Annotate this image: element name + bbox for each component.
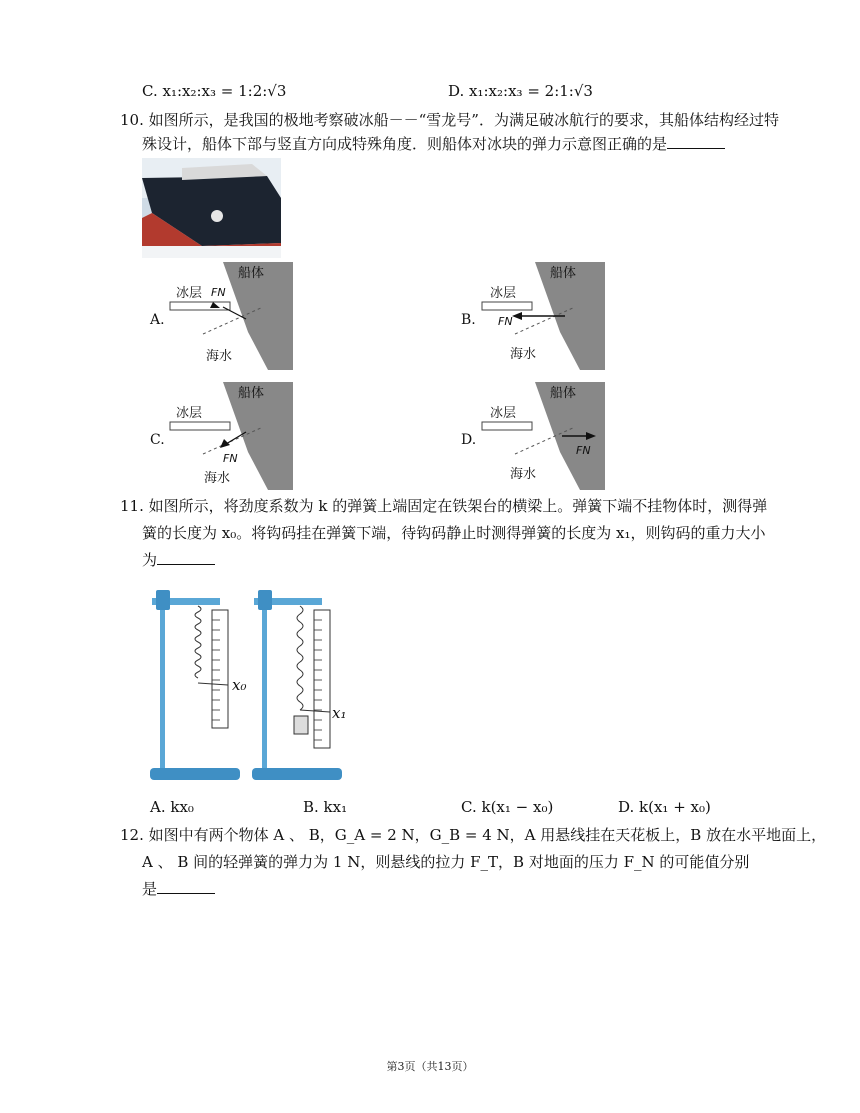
q11-option-c: C. k(x₁ − x₀) (461, 798, 554, 816)
svg-text:海水: 海水 (510, 347, 537, 362)
svg-text:冰层: 冰层 (176, 406, 203, 421)
q11-text-line3: 为 (142, 550, 215, 570)
svg-text:冰层: 冰层 (490, 406, 517, 421)
label-x1: x₁ (332, 704, 347, 722)
svg-text:船体: 船体 (238, 386, 265, 401)
svg-text:FN: FN (576, 444, 591, 457)
q10-option-b-label: B. (461, 312, 476, 328)
svg-text:冰层: 冰层 (176, 286, 203, 301)
q9-option-c: C. x₁:x₂:x₃ = 1:2:√3 (142, 82, 287, 100)
answer-blank (157, 550, 215, 565)
icebreaker-photo (142, 158, 281, 258)
svg-text:FN: FN (223, 452, 238, 465)
q11-text-line1: 11. 如图所示，将劲度系数为 k 的弹簧上端固定在铁架台的横梁上。弹簧下端不挂物体时，测得弹 (120, 497, 768, 515)
spring-stand-x1 (252, 588, 352, 784)
q11-text-line2: 簧的长度为 x₀。将钩码挂在弹簧下端，待钩码静止时测得弹簧的长度为 x₁，则钩码的重力大小 (142, 524, 766, 542)
q10-text-line2: 殊设计，船体下部与竖直方向成特殊角度．则船体对冰块的弹力示意图正确的是 (142, 134, 725, 154)
label-x0: x₀ (232, 676, 247, 694)
svg-text:海水: 海水 (206, 349, 233, 364)
q9-option-d: D. x₁:x₂:x₃ = 2:1:√3 (448, 82, 593, 100)
q12-text-line1: 12. 如图中有两个物体 A 、 B，G_A = 2 N，G_B = 4 N，A 用悬线挂在天花板上，B 放在水平地面上， (120, 826, 827, 844)
q11-option-a: A. kx₀ (150, 798, 194, 816)
q10-option-d-label: D. (461, 432, 477, 448)
svg-text:冰层: 冰层 (490, 286, 517, 301)
answer-blank (157, 879, 215, 894)
q12-text-line3: 是 (142, 879, 215, 899)
q10-option-b-diagram (480, 262, 605, 370)
q11-option-b: B. kx₁ (303, 798, 348, 816)
svg-text:海水: 海水 (510, 467, 537, 482)
svg-text:船体: 船体 (550, 266, 577, 281)
q10-option-c-label: C. (150, 432, 165, 448)
q12-text-line2: A 、 B 间的轻弹簧的弹力为 1 N，则悬线的拉力 F_T，B 对地面的压力 F_N 的可能值分别 (142, 853, 750, 871)
svg-text:FN: FN (498, 315, 513, 328)
svg-text:FN: FN (211, 286, 226, 299)
svg-text:海水: 海水 (204, 471, 231, 486)
page-footer: 第3页（共13页） (386, 1060, 474, 1073)
q10-text-line1: 10. 如图所示，是我国的极地考察破冰船－－“雪龙号”．为满足破冰航行的要求，其船体结构经过特 (120, 111, 779, 129)
svg-text:船体: 船体 (550, 386, 577, 401)
answer-blank (667, 134, 725, 149)
q10-option-d-diagram (480, 382, 605, 490)
q10-option-c-diagram (168, 382, 293, 490)
q10-option-a-label: A. (150, 312, 165, 328)
svg-text:船体: 船体 (238, 266, 265, 281)
q11-option-d: D. k(x₁ + x₀) (618, 798, 711, 816)
q10-option-a-diagram (168, 262, 293, 370)
